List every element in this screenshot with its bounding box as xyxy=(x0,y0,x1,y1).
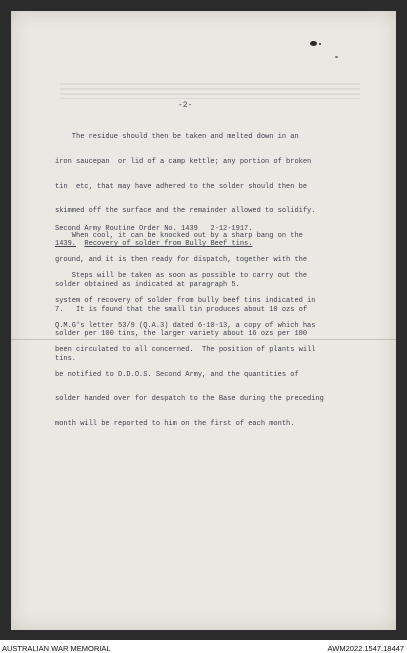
text-line: solder handed over for despatch to the Base during the preceding xyxy=(55,395,324,404)
paragraph-steps xyxy=(55,256,324,436)
memorial-credit: AUSTRALIAN WAR MEMORIAL xyxy=(2,644,111,653)
text-line: When cool, it can be knocked out by a sharp bang on the xyxy=(55,231,303,240)
text-line: been circulated to all concerned. The position of plants will xyxy=(55,346,316,355)
bleed-through-text xyxy=(60,83,360,99)
text-line: iron saucepan or lid of a camp kettle; any portion of broken xyxy=(55,158,312,167)
text-line: ground, and it is then ready for dispatch, together with the xyxy=(55,256,308,265)
accession-number: AWM2022.1547.18447 xyxy=(327,644,404,653)
text-line: system of recovery of solder from bully beef tins indicated in xyxy=(55,297,316,306)
text-line: month will be reported to him on the first of each month. xyxy=(55,420,295,429)
text-line: 7. It is found that the small tin produces about 10 ozs of xyxy=(55,305,308,314)
ink-spot xyxy=(310,41,317,46)
text-line: tin etc, that may have adhered to the solder should then be xyxy=(55,182,308,191)
section-heading xyxy=(55,240,252,248)
text-line: solder per 100 tins, the larger variety about 16 ozs per 100 xyxy=(55,330,308,339)
routine-order-line: Second Army Routine Order No. 1439 2-12-1917. xyxy=(55,225,253,233)
heading-title: Recovery of solder from Bully Beef tins. xyxy=(84,240,253,248)
ink-spot xyxy=(335,56,338,58)
text-line: Steps will be taken as soon as possible to carry out the xyxy=(55,272,308,281)
heading-number: 1439. xyxy=(55,240,77,248)
ink-spot xyxy=(319,43,321,45)
text-line: Q.M.G's letter 53/9 (Q.A.3) dated 6-10-13, a copy of which has xyxy=(55,321,316,330)
text-line: solder obtained as indicated at paragraph 5. xyxy=(55,281,240,290)
text-line: The residue should then be taken and melted down in an xyxy=(55,133,299,142)
page-number: -2- xyxy=(178,101,193,110)
text-line: be notified to D.D.O.S. Second Army, and the quantities of xyxy=(55,370,299,379)
text-line: skimmed off the surface and the remainder allowed to solidify. xyxy=(55,207,316,216)
text-line: tins. xyxy=(55,354,77,363)
